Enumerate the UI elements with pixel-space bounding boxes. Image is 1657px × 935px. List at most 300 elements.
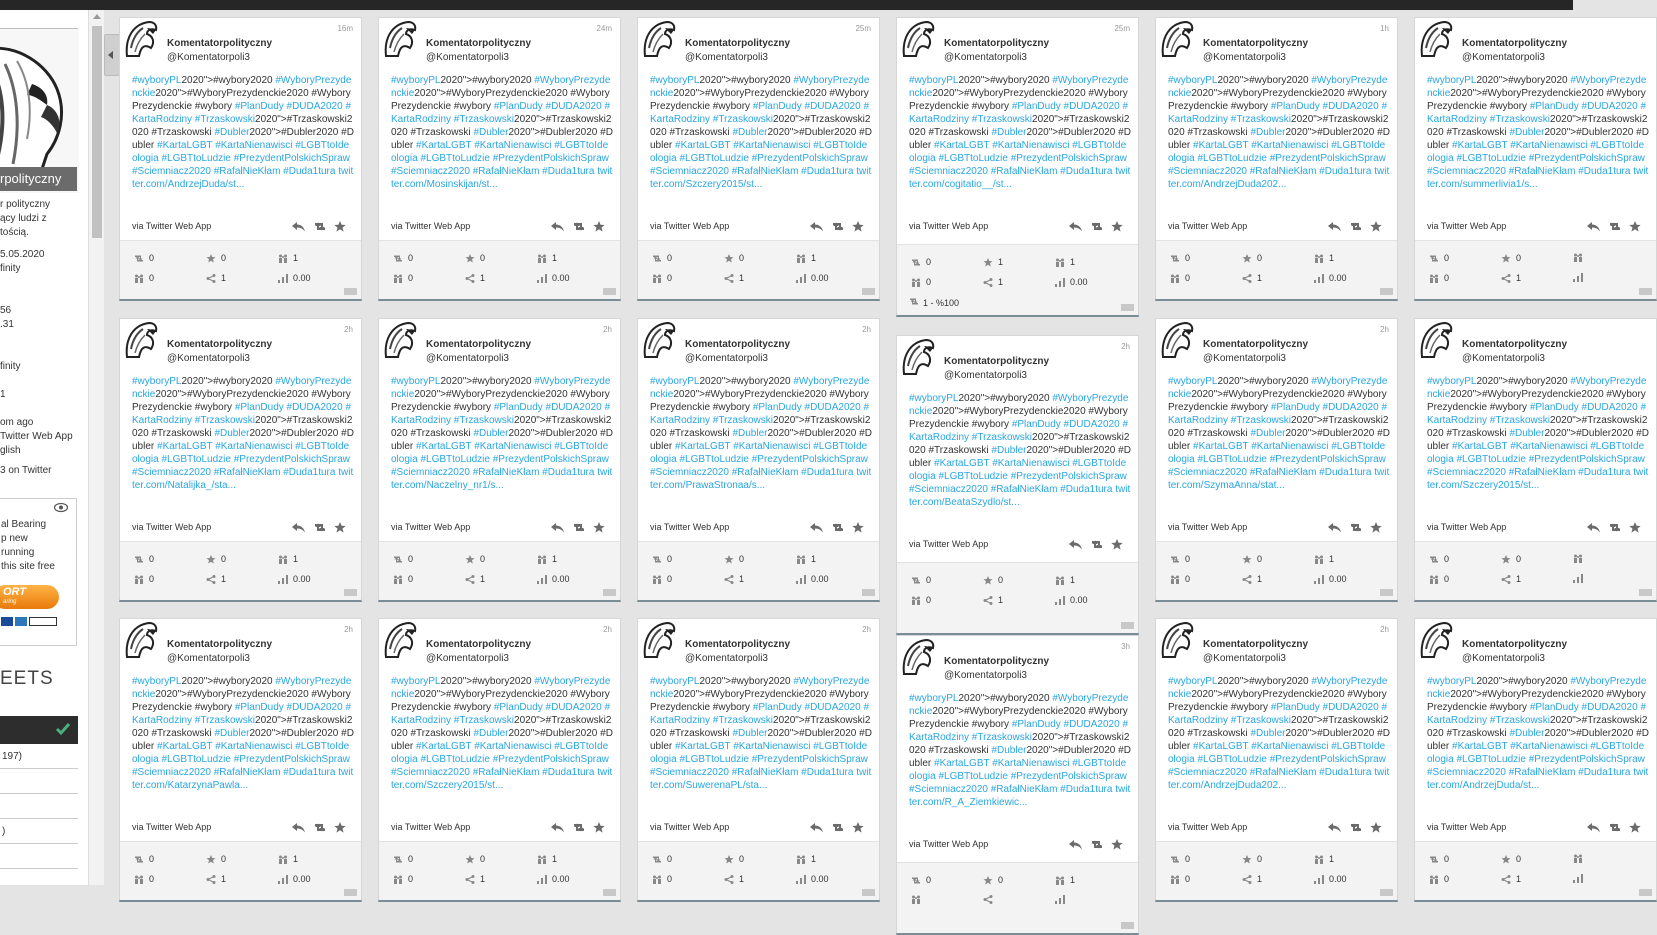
- tweet-card[interactable]: [896, 635, 1139, 935]
- tweet-time[interactable]: 16m: [337, 24, 353, 33]
- tweet-author-handle[interactable]: @Komentatorpoli3: [685, 653, 768, 664]
- reply-icon[interactable]: [1328, 820, 1341, 831]
- reply-icon[interactable]: [292, 520, 305, 531]
- tweet-author-handle[interactable]: @Komentatorpoli3: [1462, 353, 1545, 364]
- list-item[interactable]: ): [0, 819, 78, 844]
- tweet-author-name[interactable]: Komentatorpolityczny: [426, 339, 532, 350]
- tweet-source: via Twitter Web App: [132, 221, 212, 231]
- bar-chart-icon: [1573, 273, 1583, 282]
- share-count: [465, 574, 485, 584]
- retweet-icon[interactable]: [1090, 219, 1103, 230]
- people-icon: [393, 274, 403, 283]
- tweet-link[interactable]: Mosinskijan/st...: [426, 179, 498, 190]
- reply-icon[interactable]: [1069, 219, 1082, 230]
- expand-icon[interactable]: [1121, 922, 1134, 929]
- tweet-card[interactable]: [1155, 17, 1398, 301]
- expand-icon[interactable]: [862, 889, 875, 896]
- retweet-count-value: 0: [926, 875, 932, 885]
- tweet-author-handle[interactable]: @Komentatorpoli3: [167, 52, 250, 63]
- score-value: 0.00: [811, 273, 829, 283]
- eagle-icon: [1159, 45, 1195, 62]
- retweet-count: [1429, 854, 1449, 864]
- retweet-icon[interactable]: [313, 520, 326, 531]
- tweet-card[interactable]: [896, 335, 1139, 635]
- stat-value: 1: [0, 389, 6, 400]
- scroll-up-icon[interactable]: [93, 14, 101, 19]
- tweet-author-handle[interactable]: @Komentatorpoli3: [426, 52, 509, 63]
- reply-icon[interactable]: [810, 219, 823, 230]
- tweet-stats: [379, 240, 620, 299]
- reply-icon[interactable]: [551, 520, 564, 531]
- reply-icon[interactable]: [810, 820, 823, 831]
- tweet-link[interactable]: SuwerenaPL/sta...: [685, 780, 768, 791]
- retweet-icon[interactable]: [572, 820, 585, 831]
- reply-icon[interactable]: [292, 820, 305, 831]
- favorite-count-value: 0: [480, 253, 486, 263]
- people-icon: [1573, 554, 1583, 563]
- avatar[interactable]: [1418, 619, 1454, 659]
- favorite-icon[interactable]: [852, 820, 865, 831]
- avatar[interactable]: [641, 619, 677, 659]
- score-value: 0.00: [1070, 595, 1088, 605]
- tweet-author-handle[interactable]: @Komentatorpoli3: [1203, 52, 1286, 63]
- tweet-card[interactable]: [1155, 318, 1398, 602]
- list-item[interactable]: 197): [0, 744, 78, 769]
- tweet-time[interactable]: 2h: [862, 625, 871, 634]
- tweet-author-name[interactable]: Komentatorpolityczny: [1203, 38, 1309, 49]
- tweet-author-handle[interactable]: @Komentatorpoli3: [944, 670, 1027, 681]
- people-icon: [537, 555, 547, 564]
- share-count-value: 1: [998, 595, 1004, 605]
- reply-icon[interactable]: [1587, 820, 1600, 831]
- sidebar-scrollbar[interactable]: [88, 10, 104, 885]
- expand-icon[interactable]: [603, 889, 616, 896]
- avatar[interactable]: [123, 619, 159, 659]
- tweet-time[interactable]: 2h: [344, 625, 353, 634]
- score: [1573, 874, 1588, 883]
- tweet-time[interactable]: 2h: [1380, 625, 1389, 634]
- card-logo-icon: [15, 617, 27, 626]
- tweet-time[interactable]: 25m: [1114, 24, 1130, 33]
- favorite-icon[interactable]: [593, 219, 606, 230]
- tweet-author-handle[interactable]: @Komentatorpoli3: [1462, 52, 1545, 63]
- retweet-icon[interactable]: [1608, 219, 1621, 230]
- share-count: [724, 273, 744, 283]
- tweet-card[interactable]: [1414, 17, 1657, 301]
- on-twitter[interactable]: 3 on Twitter: [0, 465, 52, 476]
- retweet-icon: [134, 254, 144, 263]
- share-count-value: 1: [739, 874, 745, 884]
- tweet-stats: [120, 541, 361, 600]
- retweet-count: [134, 554, 154, 564]
- tweet-link[interactable]: KatarzynaPawla...: [167, 780, 249, 791]
- retweet-icon[interactable]: [1608, 820, 1621, 831]
- avatar[interactable]: [1159, 619, 1195, 659]
- score: [1573, 574, 1588, 583]
- tweet-source: via Twitter Web App: [1168, 822, 1248, 832]
- retweet-count: [911, 575, 931, 585]
- tweet-stats: [1156, 841, 1397, 900]
- retweet-count-value: 0: [1185, 554, 1191, 564]
- tweet-card[interactable]: [119, 318, 362, 602]
- tweet-author-name[interactable]: Komentatorpolityczny: [944, 356, 1050, 367]
- tweet-time[interactable]: 2h: [862, 325, 871, 334]
- favorite-icon[interactable]: [1370, 820, 1383, 831]
- score-value: 0.00: [293, 273, 311, 283]
- reply-icon[interactable]: [1328, 219, 1341, 230]
- favorite-icon[interactable]: [852, 520, 865, 531]
- reply-icon[interactable]: [1069, 537, 1082, 548]
- tweet-author-handle[interactable]: @Komentatorpoli3: [1203, 353, 1286, 364]
- favorite-icon[interactable]: [334, 219, 347, 230]
- tweet-card[interactable]: [378, 318, 621, 602]
- favorite-icon[interactable]: [1370, 219, 1383, 230]
- collapse-sidebar-button[interactable]: [104, 34, 120, 76]
- avatar[interactable]: [1418, 319, 1454, 359]
- expand-icon[interactable]: [1639, 288, 1652, 295]
- expand-icon[interactable]: [1380, 589, 1393, 596]
- expand-icon[interactable]: [1380, 288, 1393, 295]
- source-app: finity: [0, 361, 21, 372]
- tweet-stats: [1156, 240, 1397, 299]
- star-icon: [465, 555, 475, 564]
- retweet-count-value: 0: [408, 854, 414, 864]
- people-icon: [1429, 575, 1439, 584]
- favorite-icon[interactable]: [593, 820, 606, 831]
- tweet-author-name[interactable]: Komentatorpolityczny: [685, 38, 791, 49]
- retweet-count: [1170, 253, 1190, 263]
- tweet-author-handle[interactable]: @Komentatorpoli3: [944, 370, 1027, 381]
- retweet-icon[interactable]: [572, 219, 585, 230]
- tweet-author-name[interactable]: Komentatorpolityczny: [167, 339, 273, 350]
- expand-icon[interactable]: [1639, 889, 1652, 896]
- retweet-count: [911, 257, 931, 267]
- via-app: Twitter Web App: [0, 431, 73, 442]
- expand-icon[interactable]: [1639, 589, 1652, 596]
- tweet-link[interactable]: summerlivia1/s...: [1462, 179, 1538, 190]
- retweet-icon: [393, 254, 403, 263]
- reply-icon[interactable]: [292, 219, 305, 230]
- tweet-link[interactable]: Natalijka_/sta...: [167, 480, 236, 491]
- tweet-card[interactable]: [637, 618, 880, 902]
- tweet-link[interactable]: PrawaStronaa/s...: [685, 480, 766, 491]
- tweet-actions: [1328, 219, 1383, 230]
- retweet-count: [393, 854, 413, 864]
- tweet-author-name[interactable]: Komentatorpolityczny: [167, 38, 273, 49]
- tweet-stats: [120, 841, 361, 900]
- avatar[interactable]: [382, 319, 418, 359]
- tweet-link[interactable]: R_A_Ziemkiewic...: [944, 797, 1028, 808]
- scroll-thumb[interactable]: [92, 26, 102, 238]
- score: [278, 273, 311, 283]
- tweet-card[interactable]: [1414, 318, 1657, 602]
- reply-count: [278, 854, 298, 864]
- expand-icon[interactable]: [1121, 622, 1134, 629]
- tweet-author-name[interactable]: Komentatorpolityczny: [1203, 339, 1309, 350]
- score: [1055, 595, 1088, 605]
- tweet-author-name[interactable]: Komentatorpolityczny: [1462, 339, 1568, 350]
- tweet-source: via Twitter Web App: [1427, 822, 1507, 832]
- tweet-link[interactable]: Szczery2015/st...: [1462, 480, 1540, 491]
- tweet-author-handle[interactable]: @Komentatorpoli3: [167, 653, 250, 664]
- favorite-icon[interactable]: [852, 219, 865, 230]
- favorite-icon[interactable]: [1370, 520, 1383, 531]
- tweet-author-name[interactable]: Komentatorpolityczny: [944, 38, 1050, 49]
- retweet-count: [1429, 554, 1449, 564]
- avatar[interactable]: [900, 336, 936, 376]
- favorite-count: [983, 875, 1003, 885]
- avatar[interactable]: [123, 319, 159, 359]
- expand-icon[interactable]: [344, 288, 357, 295]
- expand-icon[interactable]: [344, 889, 357, 896]
- avatar[interactable]: [641, 319, 677, 359]
- avatar[interactable]: [1159, 18, 1195, 58]
- quote-count: [134, 574, 154, 584]
- favorite-icon[interactable]: [334, 520, 347, 531]
- people-icon: [1055, 258, 1065, 267]
- reply-count: [1055, 257, 1075, 267]
- people-icon: [278, 254, 288, 263]
- people-icon: [537, 855, 547, 864]
- avatar[interactable]: [382, 619, 418, 659]
- retweet-icon[interactable]: [831, 820, 844, 831]
- eagle-icon: [382, 346, 418, 363]
- tweet-stats: [1415, 541, 1656, 600]
- people-icon: [796, 855, 806, 864]
- tweet-card[interactable]: [896, 17, 1139, 317]
- avatar[interactable]: [900, 636, 936, 676]
- tweet-author-name[interactable]: Komentatorpolityczny: [426, 639, 532, 650]
- expand-icon[interactable]: [603, 589, 616, 596]
- tweet-card[interactable]: [378, 17, 621, 301]
- favorite-icon[interactable]: [593, 520, 606, 531]
- reply-icon[interactable]: [1587, 219, 1600, 230]
- retweet-icon[interactable]: [1349, 219, 1362, 230]
- favorite-icon[interactable]: [1111, 537, 1124, 548]
- tweet-time[interactable]: 25m: [855, 24, 871, 33]
- avatar[interactable]: [382, 18, 418, 58]
- tweet-time[interactable]: 1h: [1380, 24, 1389, 33]
- tweet-link[interactable]: Szczery2015/st...: [685, 179, 763, 190]
- reply-count: [1573, 253, 1588, 262]
- reply-count: [1314, 854, 1334, 864]
- tweet-author-name[interactable]: Komentatorpolityczny: [426, 38, 532, 49]
- star-icon: [1501, 855, 1511, 864]
- tweet-source: via Twitter Web App: [391, 522, 471, 532]
- ad-button[interactable]: [0, 585, 59, 609]
- retweet-icon: [911, 258, 921, 267]
- retweet-icon: [393, 855, 403, 864]
- reply-icon[interactable]: [1328, 520, 1341, 531]
- eagle-icon: [900, 45, 936, 62]
- favorite-count: [1501, 554, 1521, 564]
- quote-count-value: 0: [926, 277, 932, 287]
- favorite-icon[interactable]: [1629, 520, 1642, 531]
- retweet-icon[interactable]: [572, 520, 585, 531]
- share-count-value: 1: [1516, 273, 1522, 283]
- retweet-icon[interactable]: [313, 219, 326, 230]
- favorite-count: [206, 253, 226, 263]
- reply-icon[interactable]: [551, 820, 564, 831]
- tweet-link[interactable]: Szczery2015/st...: [426, 780, 504, 791]
- reply-count-value: 1: [1329, 554, 1335, 564]
- favorite-count-value: 0: [1516, 854, 1522, 864]
- expand-icon[interactable]: [862, 288, 875, 295]
- tweet-card[interactable]: [637, 318, 880, 602]
- quote-count-value: 0: [667, 273, 673, 283]
- score-value: 0.00: [552, 874, 570, 884]
- star-icon: [465, 254, 475, 263]
- reply-icon[interactable]: [551, 219, 564, 230]
- tweet-author-name[interactable]: Komentatorpolityczny: [1462, 639, 1568, 650]
- tweet-author-name[interactable]: Komentatorpolityczny: [685, 639, 791, 650]
- tweet-time[interactable]: 2h: [603, 325, 612, 334]
- list-item[interactable]: [0, 769, 78, 794]
- favorite-icon[interactable]: [1111, 219, 1124, 230]
- tweets-heading: EETS: [0, 668, 54, 689]
- tweet-link[interactable]: AndrzejDuda202...: [1203, 780, 1287, 791]
- profile-sidebar: [0, 10, 88, 885]
- reply-count-value: 1: [293, 253, 299, 263]
- retweet-count-value: 0: [667, 554, 673, 564]
- tweet-author-name[interactable]: Komentatorpolityczny: [167, 639, 273, 650]
- retweet-count-value: 0: [408, 554, 414, 564]
- retweet-icon[interactable]: [1090, 537, 1103, 548]
- list-item[interactable]: [0, 844, 78, 869]
- retweet-count-value: 0: [149, 253, 155, 263]
- tweet-card[interactable]: [637, 17, 880, 301]
- tweet-author-handle[interactable]: @Komentatorpoli3: [167, 353, 250, 364]
- tweet-link[interactable]: cogitatio__/st...: [944, 179, 1012, 190]
- avatar[interactable]: [900, 18, 936, 58]
- tweet-card[interactable]: [1155, 618, 1398, 902]
- tweet-link[interactable]: SzymaAnna/stat...: [1203, 480, 1285, 491]
- tweet-text: #wyboryPL2020">#wybory2020 #WyboryPrezydenckie2020">#WyboryPrezydenckie2020 #WyboryPrezydenckie #wybory #PlanDudy #DUDA2020 #KartaRodziny #Trzaskowski2020">#Trzaskowski2020 #Trzaskowski #Dubler2020">#Dubler2020 #Dubler #KartaLGBT #KartaNienawisci #LGBTtoIdeologia #LGBTtoLudzie #PrezydentPolskichSpraw #Sciemniacz2020 #RafałNieKłam #Duda1tura twitter.com/SzymaAnna/stat...: [1168, 376, 1390, 491]
- tweet-author-handle[interactable]: @Komentatorpoli3: [944, 52, 1027, 63]
- retweet-icon[interactable]: [313, 820, 326, 831]
- retweet-icon[interactable]: [1349, 820, 1362, 831]
- people-icon: [911, 596, 921, 605]
- avatar[interactable]: [1159, 319, 1195, 359]
- retweet-icon[interactable]: [1349, 520, 1362, 531]
- expand-icon[interactable]: [1380, 889, 1393, 896]
- tweet-author-name[interactable]: Komentatorpolityczny: [944, 656, 1050, 667]
- tweet-card[interactable]: [119, 618, 362, 902]
- share-icon: [983, 596, 993, 605]
- star-icon: [1501, 555, 1511, 564]
- eagle-icon: [1159, 646, 1195, 663]
- tweet-text: #wyboryPL2020">#wybory2020 #WyboryPrezydenckie2020">#WyboryPrezydenckie2020 #WyboryPrezydenckie #wybory #PlanDudy #DUDA2020 #KartaRodziny #Trzaskowski2020">#Trzaskowski2020 #Trzaskowski #Dubler2020">#Dubler2020 #Dubler #KartaLGBT #KartaNienawisci #LGBTtoIdeologia #LGBTtoLudzie #PrezydentPolskichSpraw #Sciemniacz2020 #RafałNieKłam #Duda1tura twitter.com/AndrzejDuda202...: [1168, 676, 1390, 791]
- share-count-value: 1: [1516, 874, 1522, 884]
- tweet-time[interactable]: 2h: [344, 325, 353, 334]
- expand-icon[interactable]: [1121, 304, 1134, 311]
- score-value: 0.00: [1329, 273, 1347, 283]
- favorite-count: [465, 854, 485, 864]
- share-icon: [465, 274, 475, 283]
- score-value: 0.00: [811, 874, 829, 884]
- tweet-link[interactable]: BeataSzydlo/st...: [944, 497, 1020, 508]
- tweet-card[interactable]: [1414, 618, 1657, 902]
- people-icon: [134, 274, 144, 283]
- quote-count-value: 0: [408, 574, 414, 584]
- share-count: [1501, 574, 1521, 584]
- retweet-icon[interactable]: [831, 520, 844, 531]
- tweet-link[interactable]: AndrzejDuda/st...: [167, 179, 245, 190]
- quote-count-value: 0: [408, 874, 414, 884]
- tweet-card[interactable]: [119, 17, 362, 301]
- avatar[interactable]: [123, 18, 159, 58]
- ad-text: running: [1, 547, 35, 558]
- tweet-text: #wyboryPL2020">#wybory2020 #WyboryPrezydenckie2020">#WyboryPrezydenckie2020 #WyboryPrezydenckie #wybory #PlanDudy #DUDA2020 #KartaRodziny #Trzaskowski2020">#Trzaskowski2020 #Trzaskowski #Dubler2020">#Dubler2020 #Dubler #KartaLGBT #KartaNienawisci #LGBTtoIdeologia #LGBTtoLudzie #PrezydentPolskichSpraw #Sciemniacz2020 #RafałNieKłam #Duda1tura twitter.com/SuwerenaPL/sta...: [650, 676, 872, 791]
- people-icon: [393, 875, 403, 884]
- tweet-author-name[interactable]: Komentatorpolityczny: [1462, 38, 1568, 49]
- tweet-author-handle[interactable]: @Komentatorpoli3: [426, 353, 509, 364]
- tweet-time[interactable]: 24m: [596, 24, 612, 33]
- score: [537, 273, 570, 283]
- tweet-time[interactable]: 3h: [1121, 642, 1130, 651]
- tweet-author-name[interactable]: Komentatorpolityczny: [1203, 639, 1309, 650]
- expand-icon[interactable]: [603, 288, 616, 295]
- quote-count: [1429, 874, 1449, 884]
- score-value: 0.00: [1329, 874, 1347, 884]
- favorite-icon[interactable]: [1629, 219, 1642, 230]
- favorite-icon[interactable]: [1629, 820, 1642, 831]
- avatar[interactable]: [641, 18, 677, 58]
- favorite-count-value: 0: [998, 575, 1004, 585]
- share-count: [983, 895, 998, 904]
- avatar[interactable]: [1418, 18, 1454, 58]
- score-value: 0.00: [1329, 574, 1347, 584]
- profile-picture[interactable]: [0, 28, 78, 192]
- reply-count: [796, 854, 816, 864]
- tweet-stats: [1415, 841, 1656, 900]
- eagle-icon: [123, 646, 159, 663]
- favorite-icon[interactable]: [334, 820, 347, 831]
- tweet-author-handle[interactable]: @Komentatorpoli3: [1462, 653, 1545, 664]
- retweet-count-value: 0: [1444, 554, 1450, 564]
- retweet-icon[interactable]: [1090, 837, 1103, 848]
- reply-icon[interactable]: [810, 520, 823, 531]
- star-icon: [206, 555, 216, 564]
- tweet-author-name[interactable]: Komentatorpolityczny: [685, 339, 791, 350]
- tweet-time[interactable]: 2h: [603, 625, 612, 634]
- people-icon: [652, 274, 662, 283]
- retweet-icon[interactable]: [1608, 520, 1621, 531]
- tweet-author-handle[interactable]: @Komentatorpoli3: [685, 353, 768, 364]
- tweet-time[interactable]: 2h: [1121, 342, 1130, 351]
- tweet-author-handle[interactable]: @Komentatorpoli3: [685, 52, 768, 63]
- tweet-link[interactable]: AndrzejDuda202...: [1203, 179, 1287, 190]
- list-item[interactable]: [0, 794, 78, 819]
- expand-icon[interactable]: [344, 589, 357, 596]
- advertisement[interactable]: [0, 498, 77, 646]
- expand-icon[interactable]: [862, 589, 875, 596]
- eye-icon[interactable]: [54, 503, 68, 512]
- tweet-author-handle[interactable]: @Komentatorpoli3: [1203, 653, 1286, 664]
- reply-icon[interactable]: [1587, 520, 1600, 531]
- tweet-link[interactable]: Naczelny_nr1/s...: [426, 480, 504, 491]
- favorite-icon[interactable]: [1111, 837, 1124, 848]
- reply-icon[interactable]: [1069, 837, 1082, 848]
- tweet-link[interactable]: AndrzejDuda/st...: [1462, 780, 1540, 791]
- favorite-count-value: 0: [998, 875, 1004, 885]
- bar-chart-icon: [1314, 875, 1324, 884]
- retweet-icon[interactable]: [831, 219, 844, 230]
- tweet-author-handle[interactable]: @Komentatorpoli3: [426, 653, 509, 664]
- tweet-card[interactable]: [378, 618, 621, 902]
- tweet-time[interactable]: 2h: [1380, 325, 1389, 334]
- retweet-icon: [911, 876, 921, 885]
